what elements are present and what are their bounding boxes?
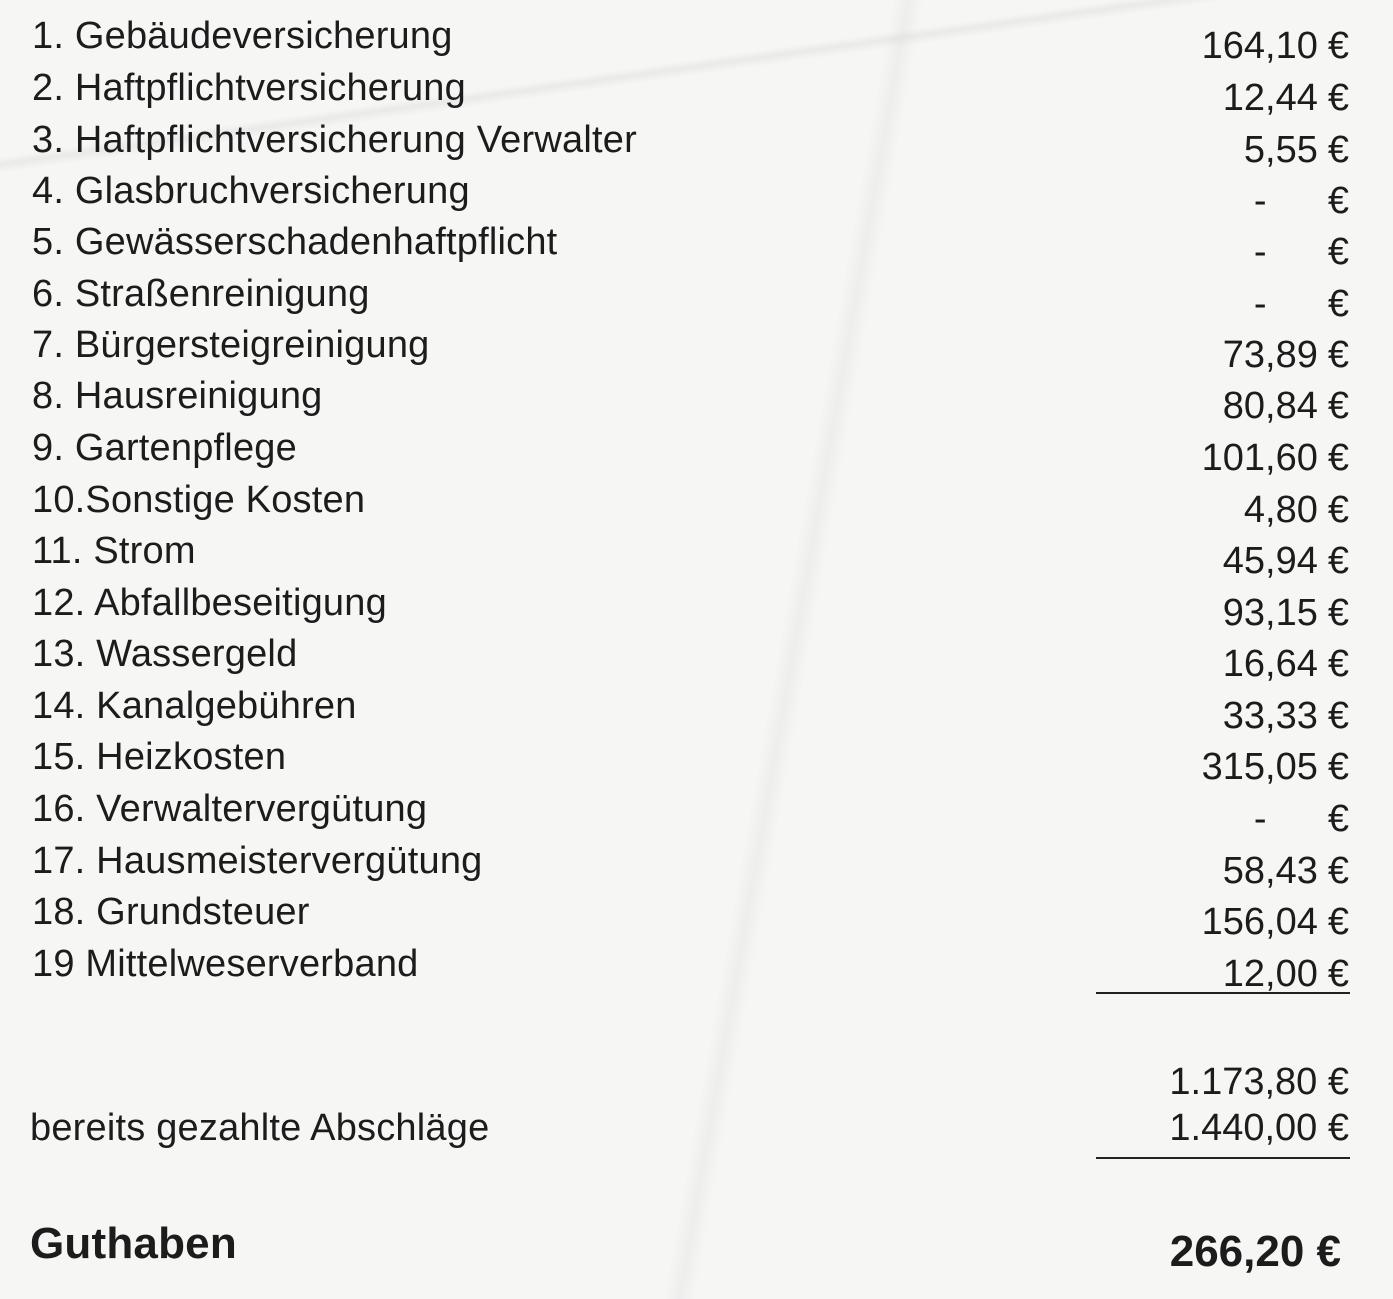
cost-item-row bbox=[0, 10, 1393, 67]
cost-item-row bbox=[0, 731, 1393, 788]
amount-value: - bbox=[1253, 231, 1267, 273]
currency-symbol: € bbox=[1327, 385, 1349, 427]
cost-item-row bbox=[0, 114, 1393, 171]
cost-item-label: 15. Heizkosten bbox=[32, 736, 287, 778]
cost-item-label: 2. Haftpflichtversicherung bbox=[32, 67, 466, 109]
amount-value: 315,05 bbox=[1201, 746, 1318, 788]
amount-value: 93,15 bbox=[1222, 592, 1318, 634]
cost-item-label: 16. Verwaltervergütung bbox=[32, 788, 428, 830]
currency-symbol: € bbox=[1327, 643, 1349, 685]
amount-value: 16,64 bbox=[1222, 643, 1318, 685]
cost-item-row bbox=[0, 886, 1393, 943]
cost-item-label: 1. Gebäudeversicherung bbox=[32, 15, 453, 57]
balance-label: Guthaben bbox=[30, 1219, 237, 1268]
amount-value: 12,00 bbox=[1222, 953, 1318, 995]
amount-value: - bbox=[1253, 798, 1267, 840]
cost-item-label: 18. Grundsteuer bbox=[32, 891, 310, 933]
cost-item-row bbox=[0, 165, 1393, 222]
balance-amount: 266,20 € bbox=[1169, 1227, 1341, 1276]
cost-item-label: 11. Strom bbox=[32, 530, 196, 572]
cost-item-row bbox=[0, 680, 1393, 737]
cost-item-label: 14. Kanalgebühren bbox=[32, 685, 357, 727]
subtotal-underline bbox=[1096, 992, 1350, 994]
total-amount: 1.173,80 € bbox=[1169, 1061, 1349, 1103]
cost-item-label: 19 Mittelweserverband bbox=[32, 943, 419, 985]
currency-symbol: € bbox=[1327, 592, 1349, 634]
cost-item-row bbox=[0, 216, 1393, 273]
amount-value: 101,60 bbox=[1201, 437, 1318, 479]
cost-item-row bbox=[0, 628, 1393, 685]
cost-item-row bbox=[0, 370, 1393, 427]
currency-symbol: € bbox=[1327, 25, 1349, 67]
amount-value: 33,33 bbox=[1222, 695, 1318, 737]
currency-symbol: € bbox=[1327, 129, 1349, 171]
cost-item-row bbox=[0, 422, 1393, 479]
amount-value: 5,55 bbox=[1243, 129, 1318, 171]
amount-value: - bbox=[1253, 283, 1267, 325]
cost-item-label: 3. Haftpflichtversicherung Verwalter bbox=[32, 119, 637, 161]
cost-item-label: 10.Sonstige Kosten bbox=[32, 479, 366, 521]
cost-item-label: 13. Wassergeld bbox=[32, 633, 298, 675]
amount-value: 58,43 bbox=[1222, 850, 1318, 892]
currency-symbol: € bbox=[1327, 180, 1349, 222]
amount-value: - bbox=[1253, 180, 1267, 222]
currency-symbol: € bbox=[1327, 334, 1349, 376]
paid-installments-amount: 1.440,00 € bbox=[1169, 1107, 1349, 1149]
amount-value: 164,10 bbox=[1201, 25, 1318, 67]
currency-symbol: € bbox=[1327, 437, 1349, 479]
currency-symbol: € bbox=[1327, 850, 1349, 892]
currency-symbol: € bbox=[1327, 953, 1349, 995]
cost-item-label: 6. Straßenreinigung bbox=[32, 273, 370, 315]
currency-symbol: € bbox=[1327, 695, 1349, 737]
amount-value: 4,80 bbox=[1243, 489, 1318, 531]
currency-symbol: € bbox=[1327, 489, 1349, 531]
cost-item-row bbox=[0, 474, 1393, 531]
cost-item-label: 9. Gartenpflege bbox=[32, 427, 297, 469]
currency-symbol: € bbox=[1327, 231, 1349, 273]
paid-installments-row bbox=[0, 1102, 1393, 1154]
cost-item-row bbox=[0, 62, 1393, 119]
cost-item-row bbox=[0, 525, 1393, 582]
cost-item-row bbox=[0, 835, 1393, 892]
balance-underline bbox=[1096, 1157, 1350, 1159]
cost-item-row bbox=[0, 577, 1393, 634]
amount-value: 156,04 bbox=[1201, 901, 1318, 943]
cost-item-row bbox=[0, 938, 1393, 995]
cost-item-row bbox=[0, 783, 1393, 840]
amount-value: 12,44 bbox=[1222, 77, 1318, 119]
cost-item-row bbox=[0, 268, 1393, 325]
cost-item-label: 4. Glasbruchversicherung bbox=[32, 170, 470, 212]
cost-item-label: 7. Bürgersteigreinigung bbox=[32, 324, 430, 366]
cost-item-label: 12. Abfallbeseitigung bbox=[32, 582, 387, 624]
amount-value: 80,84 bbox=[1222, 385, 1318, 427]
currency-symbol: € bbox=[1327, 901, 1349, 943]
cost-item-row bbox=[0, 319, 1393, 376]
cost-item-label: 5. Gewässerschadenhaftpflicht bbox=[32, 221, 558, 263]
currency-symbol: € bbox=[1327, 283, 1349, 325]
balance-row bbox=[0, 1218, 1393, 1278]
cost-item-label: 8. Hausreinigung bbox=[32, 375, 323, 417]
currency-symbol: € bbox=[1327, 746, 1349, 788]
amount-value: 45,94 bbox=[1222, 540, 1318, 582]
currency-symbol: € bbox=[1327, 798, 1349, 840]
currency-symbol: € bbox=[1327, 540, 1349, 582]
cost-item-label: 17. Hausmeistervergütung bbox=[32, 840, 483, 882]
amount-value: 73,89 bbox=[1222, 334, 1318, 376]
paid-installments-label: bereits gezahlte Abschläge bbox=[30, 1107, 490, 1149]
total-row bbox=[0, 1056, 1393, 1108]
currency-symbol: € bbox=[1327, 77, 1349, 119]
